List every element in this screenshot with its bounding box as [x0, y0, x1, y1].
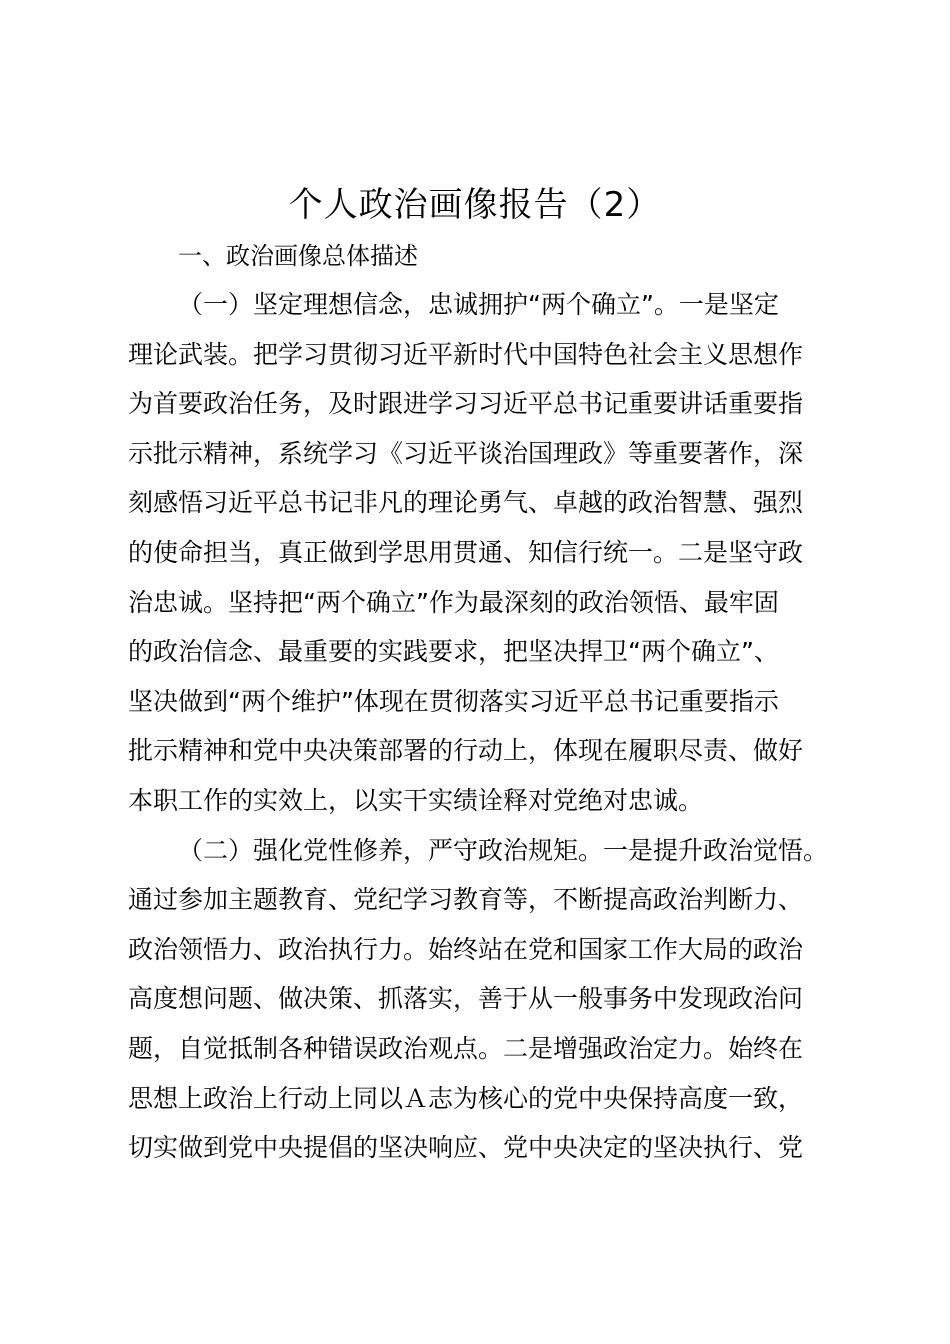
- paragraph-1-line-6: 的使命担当，真正做到学思用贯通、知信行统一。二是坚守政: [128, 537, 804, 567]
- paragraph-2-line-4: 高度想问题、做决策、抓落实，善于从一般事务中发现政治问: [128, 984, 804, 1014]
- paragraph-1-line-7: 治忠诚。坚持把“两个确立”作为最深刻的政治领悟、最牢固: [128, 587, 779, 617]
- paragraph-1-line-4: 示批示精神，系统学习《习近平谈治国理政》等重要著作，深: [128, 438, 804, 468]
- paragraph-2-line-6: 思想上政治上行动上同以Ａ志为核心的党中央保持高度一致，: [128, 1083, 804, 1113]
- paragraph-1-line-1: （一）坚定理想信念，忠诚拥护“两个确立”。一是坚定: [178, 290, 779, 319]
- document-body: [128, 280, 848, 1173]
- paragraph-2-line-2: 通过参加主题教育、党纪学习教育等，不断提高政治判断力、: [128, 885, 804, 915]
- paragraph-1-line-10: 批示精神和党中央决策部署的行动上，体现在履职尽责、做好: [128, 736, 804, 766]
- paragraph-2-line-3: 政治领悟力、政治执行力。始终站在党和国家工作大局的政治: [128, 934, 804, 964]
- paragraph-1-line-2: 理论武装。把学习贯彻习近平新时代中国特色社会主义思想作: [128, 339, 804, 369]
- document-title: 个人政治画像报告（2）: [288, 185, 662, 225]
- paragraph-1-line-9: 坚决做到“两个维护”体现在贯彻落实习近平总书记重要指示: [128, 686, 779, 716]
- paragraph-2-line-5: 题，自觉抵制各种错误政治观点。二是增强政治定力。始终在: [128, 1033, 804, 1063]
- paragraph-1-line-11: 本职工作的实效上，以实干实绩诠释对党绝对忠诚。: [128, 785, 704, 815]
- paragraph-1-line-8: 的政治信念、最重要的实践要求，把坚决捍卫“两个确立”、: [128, 637, 779, 667]
- paragraph-1-line-3: 为首要政治任务，及时跟进学习习近平总书记重要讲话重要指: [128, 389, 804, 419]
- paragraph-2-line-7: 切实做到党中央提倡的坚决响应、党中央决定的坚决执行、党: [128, 1133, 804, 1163]
- paragraph-2-line-1: （二）强化党性修养，严守政治规矩。一是提升政治觉悟。: [178, 835, 829, 865]
- paragraph-1-line-5: 刻感悟习近平总书记非凡的理论勇气、卓越的政治智慧、强烈: [128, 488, 804, 518]
- section-heading: 一、政治画像总体描述: [178, 242, 418, 270]
